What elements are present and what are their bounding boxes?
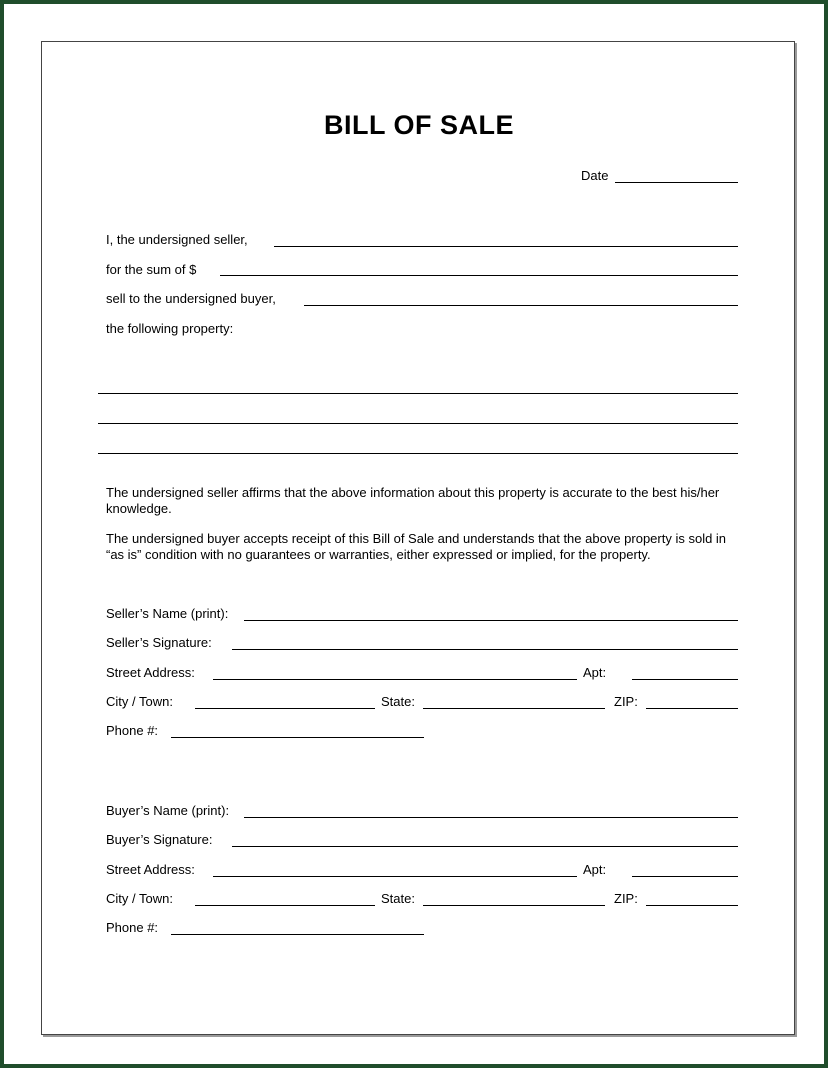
seller-state-field[interactable] — [423, 708, 605, 709]
seller-name-label: Seller’s Name (print): — [106, 606, 229, 621]
buyer-apt-label: Apt: — [583, 862, 607, 877]
property-label: the following property: — [106, 321, 234, 336]
seller-apt-field[interactable] — [632, 679, 738, 680]
buyer-zip-label: ZIP: — [614, 891, 638, 906]
document-title: BILL OF SALE — [323, 110, 514, 140]
affirmation-paragraph: The undersigned seller affirms that the above information about this property is accurate to the best his/her knowledge. — [106, 485, 720, 516]
property-line-3[interactable] — [98, 453, 738, 454]
buyer-phone-field[interactable] — [171, 934, 424, 935]
buyer-name-field[interactable] — [304, 305, 738, 306]
buyer-signature-label: Buyer’s Signature: — [106, 832, 213, 847]
acceptance-paragraph: The undersigned buyer accepts receipt of this Bill of Sale and understands that the above property is sold in “as is” condition with no guarantees or warranties, either expressed or implied, for the property. — [106, 531, 727, 562]
date-label: Date — [581, 168, 609, 183]
seller-zip-field[interactable] — [646, 708, 738, 709]
seller-zip-label: ZIP: — [614, 694, 638, 709]
buyer-apt-field[interactable] — [632, 876, 738, 877]
seller-signature-label: Seller’s Signature: — [106, 635, 212, 650]
document-frame — [4, 4, 824, 1064]
buyer-city-field[interactable] — [195, 905, 375, 906]
seller-city-label: City / Town: — [106, 694, 173, 709]
sum-field[interactable] — [220, 275, 738, 276]
buyer-state-label: State: — [381, 891, 415, 906]
buyer-signature-field[interactable] — [232, 846, 738, 847]
buyer-city-label: City / Town: — [106, 891, 173, 906]
seller-street-label: Street Address: — [106, 665, 195, 680]
buyer-zip-field[interactable] — [646, 905, 738, 906]
buyer-name-label: Buyer’s Name (print): — [106, 803, 230, 818]
seller-city-field[interactable] — [195, 708, 375, 709]
buyer-print-name-field[interactable] — [244, 817, 738, 818]
buyer-street-label: Street Address: — [106, 862, 195, 877]
buyer-state-field[interactable] — [423, 905, 605, 906]
seller-phone-label: Phone #: — [106, 723, 159, 738]
sum-label: for the sum of $ — [106, 262, 197, 277]
seller-apt-label: Apt: — [583, 665, 607, 680]
buyer-statement-label: sell to the undersigned buyer, — [106, 291, 276, 306]
bill-of-sale-page — [41, 41, 795, 1035]
seller-signature-field[interactable] — [232, 649, 738, 650]
buyer-phone-label: Phone #: — [106, 920, 159, 935]
seller-phone-field[interactable] — [171, 737, 424, 738]
seller-name-field[interactable] — [274, 246, 738, 247]
seller-street-field[interactable] — [213, 679, 577, 680]
seller-statement-label: I, the undersigned seller, — [106, 232, 248, 247]
date-field[interactable] — [615, 182, 738, 183]
property-line-1[interactable] — [98, 393, 738, 394]
buyer-street-field[interactable] — [213, 876, 577, 877]
seller-state-label: State: — [381, 694, 415, 709]
property-line-2[interactable] — [98, 423, 738, 424]
seller-print-name-field[interactable] — [244, 620, 738, 621]
